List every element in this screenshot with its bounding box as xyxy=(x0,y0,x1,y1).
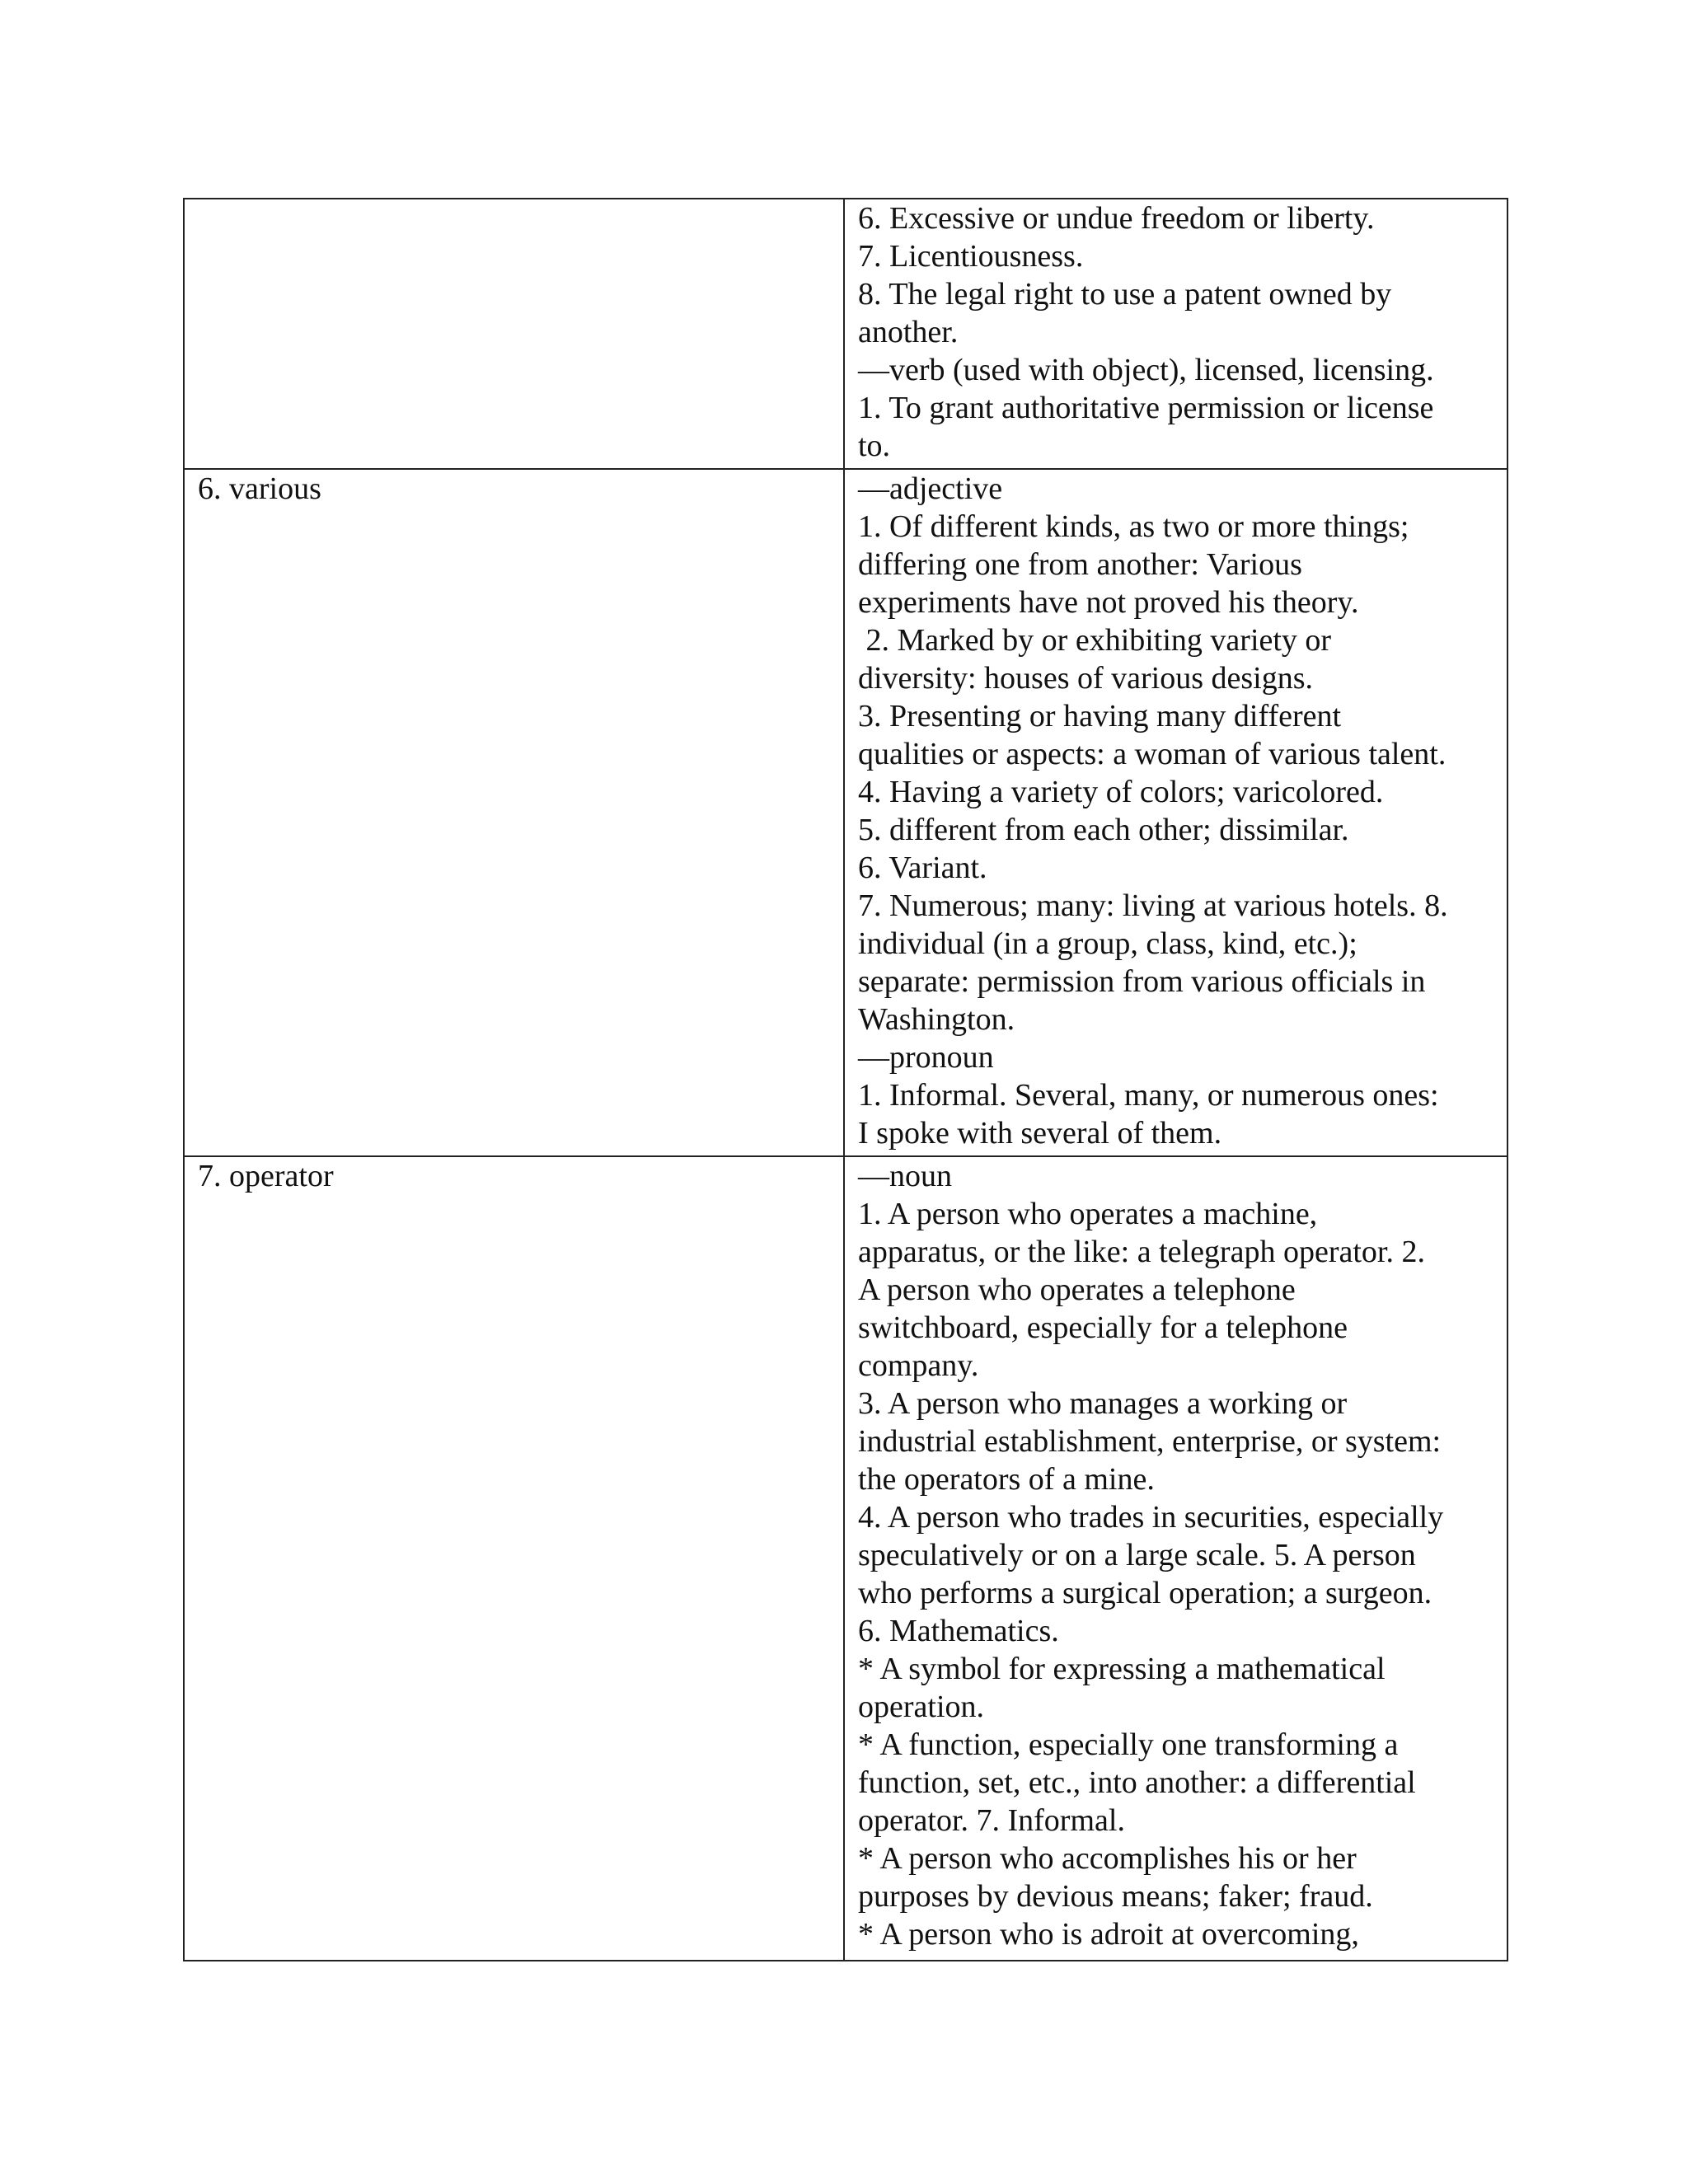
definition-line: 4. Having a variety of colors; varicolored. xyxy=(858,775,1384,809)
word-cell xyxy=(184,1156,844,1961)
definition-line: 7. Numerous; many: living at various hotels. 8. xyxy=(858,888,1448,923)
definition-line: 1. A person who operates a machine, xyxy=(858,1197,1318,1231)
definition-line: experiments have not proved his theory. xyxy=(858,585,1359,620)
definition-line: 6. Variant. xyxy=(858,851,987,885)
definition-line: 1. Informal. Several, many, or numerous ones: xyxy=(858,1078,1439,1113)
word-label: 7. operator xyxy=(198,1159,334,1193)
definition-line: who performs a surgical operation; a surgeon. xyxy=(858,1576,1432,1610)
definition-line: diversity: houses of various designs. xyxy=(858,661,1314,696)
definition-line: qualities or aspects: a woman of various talent. xyxy=(858,737,1447,771)
definition-line: differing one from another: Various xyxy=(858,547,1302,582)
definition-line: I spoke with several of them. xyxy=(858,1116,1222,1151)
definition-line: the operators of a mine. xyxy=(858,1462,1155,1497)
definition-line: 3. A person who manages a working or xyxy=(858,1386,1348,1421)
definition-line: purposes by devious means; faker; fraud. xyxy=(858,1879,1373,1914)
definition-line: 6. Excessive or undue freedom or liberty. xyxy=(858,201,1375,236)
definition-line: another. xyxy=(858,315,959,349)
table-row xyxy=(184,1156,1507,1961)
definition-line: individual (in a group, class, kind, etc.); xyxy=(858,926,1357,961)
definition-line: industrial establishment, enterprise, or system: xyxy=(858,1424,1442,1459)
word-cell xyxy=(184,199,844,469)
vocabulary-table xyxy=(183,198,1508,1961)
definition-line: 6. Mathematics. xyxy=(858,1614,1059,1648)
definition-cell xyxy=(844,199,1507,469)
definition-line: 8. The legal right to use a patent owned by xyxy=(858,277,1392,312)
definition-line: —adjective xyxy=(858,471,1003,506)
definition-line: * A person who is adroit at overcoming, xyxy=(858,1917,1359,1952)
definition-line: A person who operates a telephone xyxy=(858,1272,1296,1307)
definition-line: 7. Licentiousness. xyxy=(858,239,1084,274)
definition-line: to. xyxy=(858,429,891,463)
definition-line: * A function, especially one transforming a xyxy=(858,1727,1399,1762)
word-cell xyxy=(184,469,844,1156)
table-row xyxy=(184,199,1507,469)
definition-line: operation. xyxy=(858,1690,985,1724)
definition-line: separate: permission from various officials in xyxy=(858,964,1426,999)
definition-line: function, set, etc., into another: a differential xyxy=(858,1765,1416,1800)
definition-cell xyxy=(844,1156,1507,1961)
table-row xyxy=(184,469,1507,1156)
definition-line: * A person who accomplishes his or her xyxy=(858,1841,1357,1876)
definition-line: speculatively or on a large scale. 5. A person xyxy=(858,1538,1416,1572)
definition-line: company. xyxy=(858,1348,979,1383)
word-label: 6. various xyxy=(198,471,321,506)
definition-cell xyxy=(844,469,1507,1156)
definition-line: 3. Presenting or having many different xyxy=(858,699,1342,733)
definition-line: 1. To grant authoritative permission or license xyxy=(858,391,1434,425)
definition-line: operator. 7. Informal. xyxy=(858,1803,1125,1838)
definition-line: Washington. xyxy=(858,1002,1015,1037)
definition-line: 2. Marked by or exhibiting variety or xyxy=(858,623,1332,658)
definition-line: 5. different from each other; dissimilar. xyxy=(858,813,1349,847)
definition-line: —verb (used with object), licensed, licensing. xyxy=(858,353,1434,387)
definition-line: —noun xyxy=(858,1159,952,1193)
definition-line: apparatus, or the like: a telegraph operator. 2. xyxy=(858,1235,1425,1269)
definition-line: 1. Of different kinds, as two or more things; xyxy=(858,509,1409,544)
definition-line: * A symbol for expressing a mathematical xyxy=(858,1652,1386,1686)
definition-line: 4. A person who trades in securities, especially xyxy=(858,1500,1444,1535)
definition-line: switchboard, especially for a telephone xyxy=(858,1310,1348,1345)
definition-line: —pronoun xyxy=(858,1040,994,1075)
